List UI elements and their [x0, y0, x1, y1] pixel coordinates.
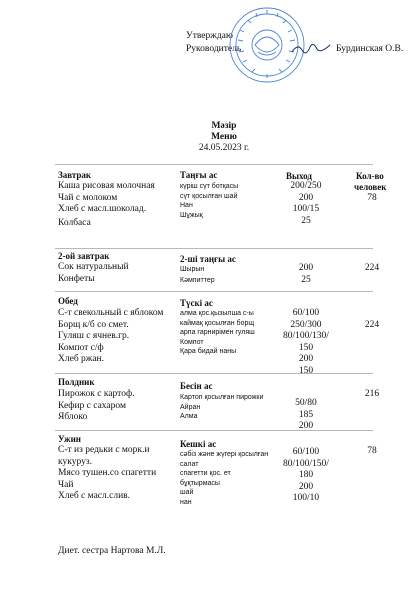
dish-output: 80/100/150/ — [283, 458, 329, 469]
section-divider — [55, 248, 373, 249]
dish-output: 200 — [298, 263, 314, 273]
dish-output: 50/80 — [295, 398, 317, 408]
dish-kz: каймақ қосылған борщ — [180, 319, 255, 327]
signature — [290, 42, 332, 56]
dish-ru: Мясо тушен.со спагетти — [58, 468, 157, 478]
dish-ru: Сок натуральный — [58, 262, 129, 272]
dish-kz: Қара бидай наны — [180, 348, 237, 356]
section-title-ru: Обед — [58, 296, 78, 306]
dish-output: 80/100/130/ — [283, 331, 329, 341]
section-divider — [55, 291, 373, 292]
menu-title-ru: Меню — [211, 132, 237, 142]
dish-kz: нан — [180, 498, 192, 506]
section-title-ru: Завтрак — [58, 170, 92, 180]
section-divider — [55, 164, 373, 165]
menu-title-kz: Мәзір — [211, 121, 237, 131]
people-count: 78 — [367, 193, 377, 203]
dish-ru: Конфеты — [58, 273, 95, 284]
dish-output: 60/100 — [292, 308, 320, 318]
dish-kz: Компот — [180, 338, 204, 346]
dish-output: 200 — [298, 192, 314, 203]
people-count: 224 — [364, 320, 380, 330]
section-divider — [55, 430, 373, 431]
dish-ru: Гуляш с ячнев.гр. — [58, 331, 130, 341]
dish-output: 250/300 — [290, 319, 322, 330]
dish-kz: Нан — [180, 202, 193, 210]
dish-kz: Кәмпиттер — [180, 276, 215, 284]
dish-ru: Компот с/ф — [58, 342, 104, 353]
dish-ru: Хлеб с масл.шоколад. — [58, 204, 147, 214]
dish-output: 100/15 — [292, 204, 320, 214]
dish-ru: Хлеб ржан. — [58, 354, 105, 364]
dish-kz: шай — [180, 489, 194, 497]
dish-kz: сәбіз және жүгері қосылған — [180, 451, 269, 458]
dish-output: 150 — [298, 342, 314, 353]
dish-ru: Кефир с сахаром — [58, 400, 126, 411]
section-title-kz: 2-ші таңғы ас — [180, 254, 236, 264]
dish-ru: Борщ к/б со смет. — [58, 319, 129, 330]
dish-ru: Чай — [58, 479, 74, 490]
dish-output: 200 — [298, 354, 314, 364]
dish-kz: сүт қосылған шай — [180, 192, 238, 200]
dietitian-signature-line: Диет. сестра Нартова М.Л. — [58, 546, 166, 556]
menu-date: 24.05.2023 г. — [198, 143, 250, 153]
section-title-kz: Таңғы ас — [180, 170, 218, 180]
dish-output: 60/100 — [292, 447, 320, 457]
dish-output: 200 — [298, 481, 314, 492]
section-title-ru: Полдник — [58, 377, 95, 387]
dish-kz: спагетти қос. ет — [180, 470, 231, 478]
dish-ru: Колбаса — [58, 217, 91, 228]
dish-ru: Яблоко — [58, 412, 88, 422]
people-count: 224 — [364, 263, 380, 273]
approval-name: Бурдинская О.В. — [336, 44, 404, 54]
dish-output: 25 — [301, 274, 311, 285]
section-title-kz: Бесін ас — [180, 381, 213, 391]
section-title-ru: 2-ой завтрак — [58, 251, 110, 261]
dish-output: 180 — [298, 470, 314, 480]
dish-ru: кукуруз. — [58, 456, 92, 467]
dish-ru: Чай с молоком — [58, 192, 118, 203]
section-title-kz: Кешкі ас — [180, 439, 217, 449]
dish-output: 150 — [298, 365, 314, 376]
section-title-ru: Ужин — [58, 434, 81, 444]
dish-kz: Картоп қосылған пирожки — [180, 394, 264, 401]
approval-line1: Утверждаю — [186, 31, 233, 41]
dish-kz: бұқтырмасы — [180, 479, 220, 487]
dish-ru: Пирожок с картоф. — [58, 389, 135, 399]
dish-kz: алма қос.қызылша с-ы — [180, 310, 254, 317]
column-output-header: Выход — [286, 171, 312, 181]
dish-output: 25 — [301, 215, 311, 226]
section-title-kz: Түскі ас — [180, 298, 213, 308]
people-count: 216 — [364, 389, 380, 399]
dish-kz: Айран — [180, 403, 201, 411]
dish-ru: С-т из редьки с морк.и — [58, 445, 150, 455]
dish-output: 100/10 — [292, 493, 320, 503]
section-divider — [55, 373, 373, 374]
dish-output: 200/250 — [290, 181, 322, 191]
dish-ru: Хлеб с масл.слив. — [58, 491, 131, 501]
dish-ru: Каша рисовая молочная — [58, 181, 155, 191]
dish-output: 185 — [298, 409, 314, 420]
column-count-header: Кол-во — [356, 171, 384, 181]
dish-kz: салат — [180, 460, 199, 468]
dish-kz: Шұжық — [180, 211, 203, 219]
people-count: 78 — [367, 446, 377, 456]
dish-kz: Алма — [180, 413, 198, 421]
dish-output: 200 — [298, 421, 314, 431]
column-count-header-2: человек — [354, 182, 387, 192]
dish-kz: күріш сүт ботқасы — [180, 183, 239, 190]
dish-ru: С-т свекольный с яблоком — [58, 308, 164, 318]
dish-kz: арпа гарнирімен гуляш — [180, 329, 255, 337]
approval-position: Руководитель — [186, 44, 242, 54]
dish-kz: Шырын — [180, 266, 205, 273]
